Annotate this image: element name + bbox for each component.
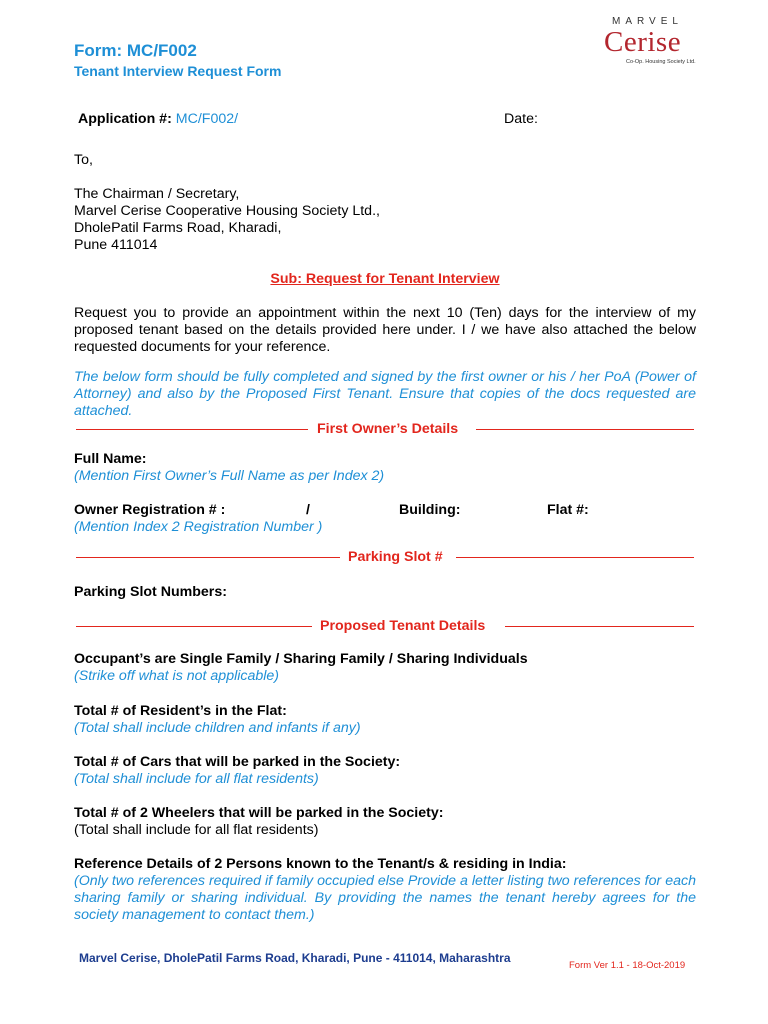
- full-name-hint: (Mention First Owner’s Full Name as per Index 2): [74, 468, 385, 484]
- two-wheelers-hint: (Total shall include for all flat residents): [74, 822, 319, 838]
- occupant-type-hint: (Strike off what is not applicable): [74, 668, 280, 684]
- parking-slot-label: Parking Slot Numbers:: [74, 584, 227, 600]
- flat-label: Flat #:: [547, 502, 589, 518]
- logo-marvel: MARVEL: [612, 16, 683, 27]
- section-parking: [74, 549, 696, 566]
- application-label: Application #:: [78, 111, 172, 127]
- section-proposed-tenant: [74, 618, 696, 635]
- separator-line: [76, 429, 308, 430]
- request-paragraph: Request you to provide an appointment within the next 10 (Ten) days for the interview of my proposed tenant based on the details provided here under. I / we have also attached the below requested documents for your reference.: [74, 305, 696, 355]
- residents-hint: (Total shall include children and infants if any): [74, 720, 361, 736]
- form-title: Tenant Interview Request Form: [74, 63, 282, 79]
- separator-line: [456, 557, 694, 558]
- address-line-3: DholePatil Farms Road, Kharadi,: [74, 220, 282, 236]
- date-label: Date:: [504, 111, 538, 127]
- logo-tagline: Co-Op. Housing Society Ltd.: [626, 59, 696, 65]
- owner-registration-slash: /: [306, 502, 310, 518]
- application-row: [78, 111, 238, 128]
- reference-hint: (Only two references required if family occupied else Provide a letter listing two references for each sharing family or sharing individual. By providing the names the tenant hereby agrees for the society management to contact them.): [74, 873, 696, 923]
- form-id: Form: MC/F002: [74, 41, 197, 60]
- full-name-label: Full Name:: [74, 451, 147, 467]
- section-parking-title: Parking Slot #: [348, 549, 443, 565]
- section-first-owner: [74, 421, 696, 438]
- separator-line: [76, 557, 340, 558]
- footer-address: Marvel Cerise, DholePatil Farms Road, Kharadi, Pune - 411014, Maharashtra: [79, 951, 511, 965]
- cars-hint: (Total shall include for all flat residents): [74, 771, 319, 787]
- occupant-type-label: Occupant’s are Single Family / Sharing Family / Sharing Individuals: [74, 651, 528, 667]
- building-label: Building:: [399, 502, 461, 518]
- subject-wrap: [74, 271, 696, 288]
- section-proposed-tenant-title: Proposed Tenant Details: [320, 618, 486, 634]
- owner-registration-label: Owner Registration # :: [74, 502, 226, 518]
- separator-line: [76, 626, 312, 627]
- separator-line: [476, 429, 694, 430]
- cars-label: Total # of Cars that will be parked in the Society:: [74, 754, 401, 770]
- separator-line: [505, 626, 694, 627]
- logo: [598, 14, 698, 70]
- section-first-owner-title: First Owner’s Details: [317, 421, 459, 437]
- form-version: Form Ver 1.1 - 18-Oct-2019: [569, 960, 686, 971]
- address-line-1: The Chairman / Secretary,: [74, 186, 240, 202]
- logo-cerise: Cerise: [604, 26, 682, 58]
- address-line-2: Marvel Cerise Cooperative Housing Society Ltd.,: [74, 203, 380, 219]
- reference-label: Reference Details of 2 Persons known to the Tenant/s & residing in India:: [74, 856, 567, 872]
- subject-line: Sub: Request for Tenant Interview: [270, 271, 500, 287]
- application-number: MC/F002/: [175, 111, 239, 127]
- to-line: To,: [74, 152, 93, 168]
- residents-label: Total # of Resident’s in the Flat:: [74, 703, 287, 719]
- two-wheelers-label: Total # of 2 Wheelers that will be parked in the Society:: [74, 805, 444, 821]
- address-line-4: Pune 411014: [74, 237, 158, 253]
- instruction-paragraph: The below form should be fully completed and signed by the first owner or his / her PoA (Power of Attorney) and also by the Proposed First Tenant. Ensure that copies of the docs requested are attached.: [74, 369, 696, 419]
- owner-registration-hint: (Mention Index 2 Registration Number ): [74, 519, 323, 535]
